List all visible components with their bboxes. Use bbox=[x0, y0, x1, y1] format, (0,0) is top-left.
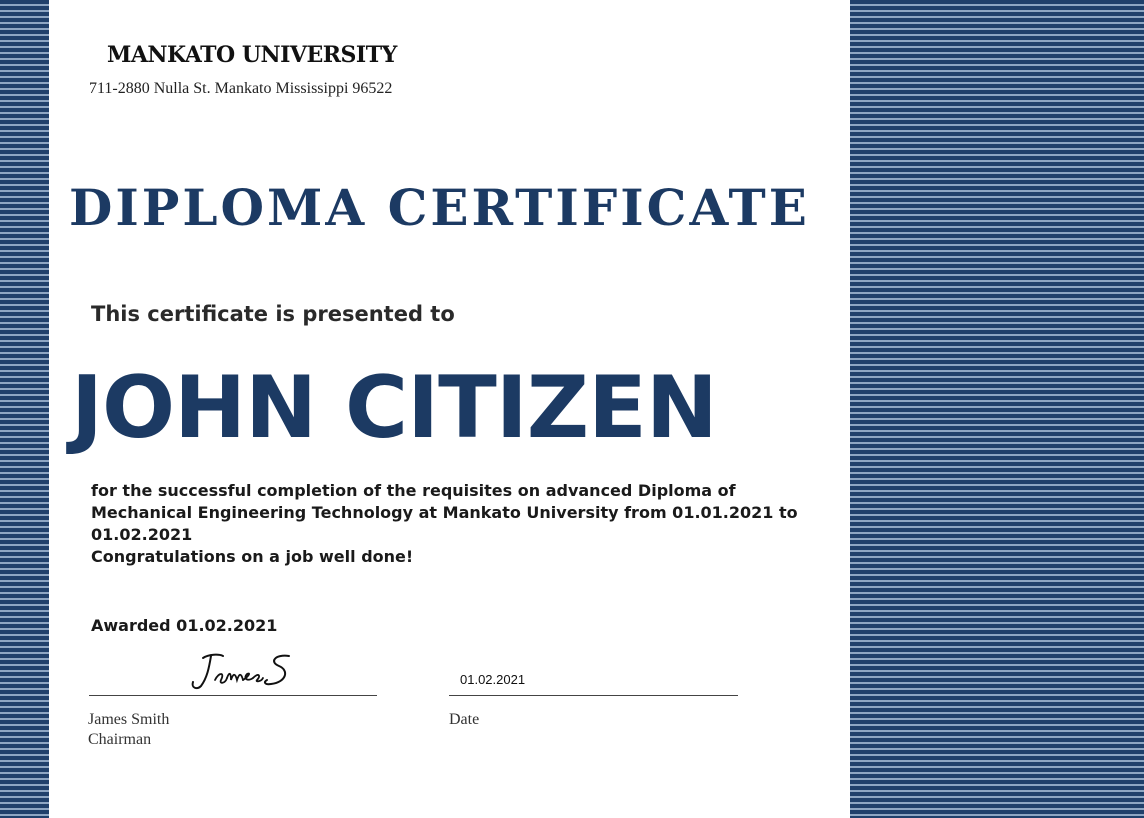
certificate-body bbox=[91, 480, 831, 568]
presented-to-text: This certificate is presented to bbox=[91, 302, 455, 326]
certificate-title: DIPLOMA CERTIFICATE bbox=[69, 178, 810, 237]
university-name: MANKATO UNIVERSITY bbox=[107, 42, 397, 68]
awarded-date: Awarded 01.02.2021 bbox=[91, 616, 278, 635]
left-stripe-border bbox=[0, 0, 49, 818]
date-line bbox=[449, 695, 738, 696]
signature-line bbox=[89, 695, 377, 696]
signature-image bbox=[189, 650, 299, 696]
signer-name: James Smith bbox=[88, 711, 170, 728]
signer-role: Chairman bbox=[88, 731, 152, 748]
right-stripe-border bbox=[850, 0, 1144, 818]
congratulations-text: Congratulations on a job well done! bbox=[91, 547, 414, 566]
recipient-name: JOHN CITIZEN bbox=[71, 358, 717, 458]
completion-text: for the successful completion of the requisites on advanced Diploma of Mechanical Engineering Technology at Mankato University from 01.01.2021 to 01.02.2021 bbox=[91, 481, 798, 544]
date-label: Date bbox=[449, 711, 480, 728]
university-address: 711-2880 Nulla St. Mankato Mississippi 96522 bbox=[89, 80, 393, 97]
certificate-document bbox=[49, 0, 850, 818]
signature-date-value: 01.02.2021 bbox=[460, 672, 526, 687]
